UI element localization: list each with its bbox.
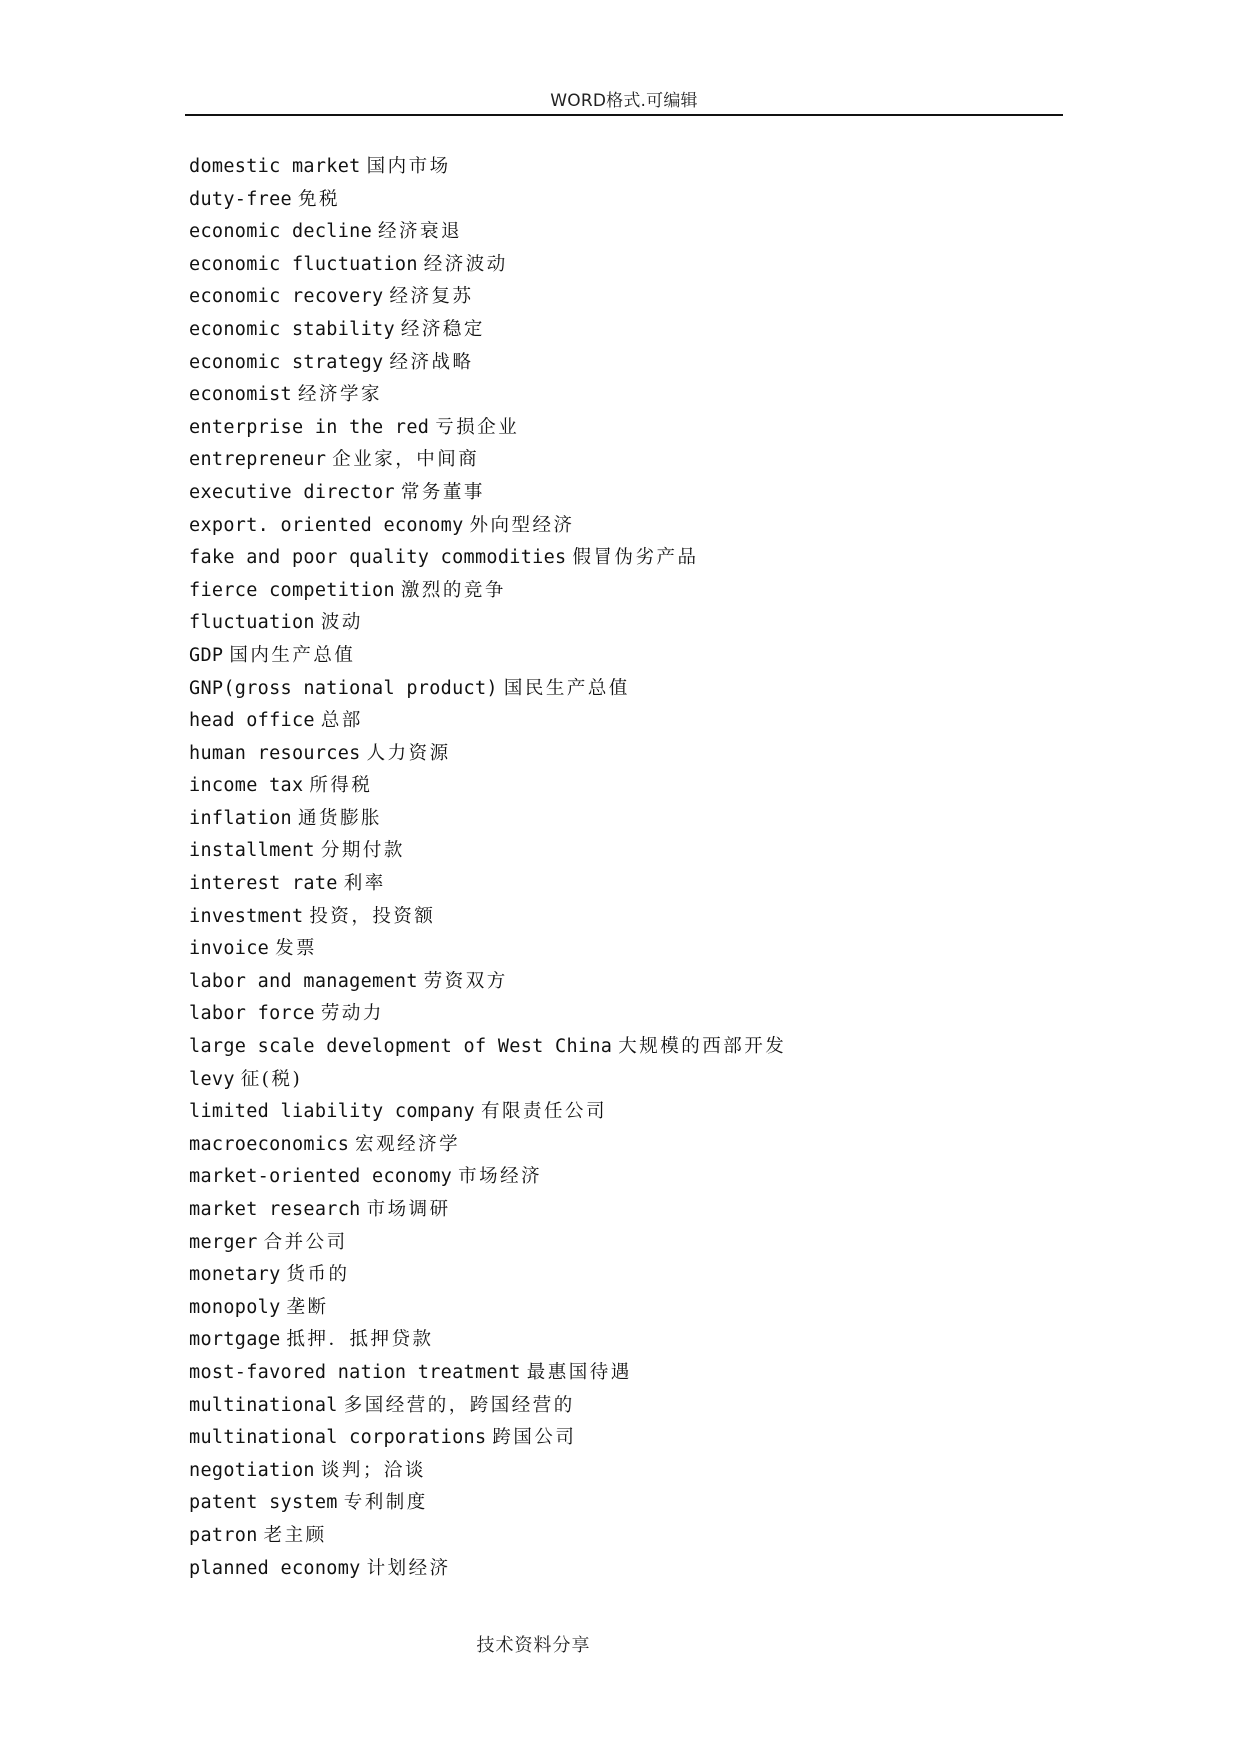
- glossary-entry: [189, 1227, 1089, 1260]
- glossary-entry: [189, 1390, 1089, 1423]
- entry-term: economic stability: [189, 318, 395, 340]
- entry-term: economist: [189, 384, 292, 406]
- glossary-entry: [189, 314, 1089, 347]
- entry-term: investment: [189, 905, 304, 927]
- entry-term: head office: [189, 710, 315, 732]
- glossary-entry: [189, 1259, 1089, 1292]
- entry-translation: 经济稳定: [400, 318, 485, 340]
- glossary-entry: [189, 1357, 1089, 1390]
- entry-term: labor and management: [189, 970, 418, 992]
- entry-term: domestic market: [189, 156, 361, 177]
- glossary-entry: [189, 705, 1089, 738]
- entry-term: limited liability company: [189, 1101, 475, 1123]
- entry-translation: 劳资双方: [423, 970, 508, 992]
- header-divider: [185, 114, 1063, 116]
- entry-translation: 大规模的西部开发: [618, 1036, 787, 1058]
- entry-translation: 劳动力: [320, 1003, 384, 1025]
- entry-term: patron: [189, 1524, 258, 1546]
- entry-translation: 计划经济: [366, 1557, 451, 1579]
- entry-translation: 最惠国待遇: [526, 1361, 632, 1383]
- entry-term: economic strategy: [189, 351, 384, 373]
- entry-translation: 国内生产总值: [229, 644, 356, 666]
- entry-translation: 经济战略: [389, 351, 474, 373]
- glossary-entry: [189, 1064, 1089, 1097]
- entry-term: macroeconomics: [189, 1133, 350, 1155]
- glossary-entry: [189, 477, 1089, 510]
- entry-translation: 合并公司: [263, 1231, 348, 1253]
- glossary-entry: [189, 542, 1089, 575]
- entry-translation: 货币的: [286, 1264, 350, 1286]
- glossary-entry: [189, 412, 1089, 445]
- entry-term: GDP: [189, 644, 224, 666]
- entry-translation: 经济复苏: [389, 286, 474, 308]
- entry-term: labor force: [189, 1003, 315, 1025]
- glossary-entry: [189, 1194, 1089, 1227]
- entry-term: installment: [189, 840, 315, 862]
- glossary-entry: [189, 1031, 1089, 1064]
- entry-translation: 经济学家: [297, 384, 382, 406]
- page-header: WORD格式.可编辑: [550, 91, 698, 111]
- entry-translation: 激烈的竞争: [400, 579, 506, 601]
- entry-term: invoice: [189, 938, 270, 960]
- entry-term: enterprise in the red: [189, 416, 430, 438]
- entry-term: monetary: [189, 1264, 281, 1286]
- entry-translation: 市场经济: [458, 1166, 543, 1188]
- glossary-entry: [189, 901, 1089, 934]
- entry-term: patent system: [189, 1492, 338, 1514]
- glossary-entry: [189, 1161, 1089, 1194]
- glossary-entry: [189, 998, 1089, 1031]
- entry-term: export. oriented economy: [189, 514, 464, 536]
- entry-term: economic decline: [189, 221, 373, 243]
- entry-term: monopoly: [189, 1296, 281, 1318]
- glossary-entry: [189, 835, 1089, 868]
- entry-translation: 外向型经济: [469, 514, 575, 536]
- glossary-entry: [189, 379, 1089, 412]
- entry-term: market-oriented economy: [189, 1166, 453, 1188]
- entry-translation: 分期付款: [320, 840, 405, 862]
- glossary-entry: [189, 868, 1089, 901]
- glossary-entry: [189, 347, 1089, 380]
- glossary-entry: [189, 1520, 1089, 1553]
- entry-translation: 市场调研: [366, 1199, 451, 1220]
- entry-translation: 常务董事: [400, 481, 485, 503]
- entry-term: human resources: [189, 742, 361, 764]
- entry-translation: 亏损企业: [435, 416, 520, 438]
- entry-translation: 企业家，中间商: [332, 449, 480, 471]
- glossary-entry: [189, 1553, 1089, 1586]
- entry-translation: 老主顾: [263, 1524, 327, 1546]
- entry-translation: 多国经营的，跨国经营的: [343, 1394, 575, 1416]
- entry-translation: 国民生产总值: [503, 677, 630, 699]
- entry-translation: 免税: [297, 188, 340, 210]
- entry-term: fluctuation: [189, 612, 315, 634]
- entry-term: executive director: [189, 481, 395, 503]
- entry-translation: 专利制度: [343, 1492, 428, 1514]
- glossary-entry: [189, 966, 1089, 999]
- entry-term: large scale development of West China: [189, 1036, 613, 1058]
- entry-term: merger: [189, 1231, 258, 1253]
- glossary-entry: [189, 1324, 1089, 1357]
- entry-term: duty-free: [189, 188, 292, 210]
- entry-term: economic fluctuation: [189, 253, 418, 275]
- glossary-entry: [189, 281, 1089, 314]
- entry-translation: 通货膨胀: [297, 807, 382, 829]
- entry-translation: 经济波动: [423, 253, 508, 275]
- entry-term: entrepreneur: [189, 449, 327, 471]
- glossary-entry: [189, 933, 1089, 966]
- entry-term: planned economy: [189, 1557, 361, 1579]
- entry-translation: 抵押．抵押贷款: [286, 1329, 434, 1351]
- entry-term: income tax: [189, 775, 304, 797]
- entry-term: most-favored nation treatment: [189, 1361, 521, 1383]
- entry-translation: 征(税): [240, 1068, 303, 1090]
- entry-term: fierce competition: [189, 579, 395, 601]
- glossary-entry: [189, 1292, 1089, 1325]
- entry-term: GNP(gross national product): [189, 677, 498, 699]
- entry-translation: 人力资源: [366, 742, 451, 764]
- glossary-entry: [189, 803, 1089, 836]
- glossary-entry: [189, 673, 1089, 706]
- entry-translation: 投资，投资额: [309, 905, 436, 927]
- entry-translation: 发票: [275, 938, 318, 960]
- entry-translation: 国内市场: [366, 156, 451, 177]
- glossary-entry: [189, 184, 1089, 217]
- glossary-entry: [189, 1455, 1089, 1488]
- entry-translation: 利率: [343, 873, 386, 895]
- entry-translation: 宏观经济学: [355, 1133, 461, 1155]
- glossary-entry: [189, 770, 1089, 803]
- glossary-entry: [189, 1129, 1089, 1162]
- glossary-entry: [189, 738, 1089, 771]
- entry-term: interest rate: [189, 873, 338, 895]
- glossary-entry: [189, 1487, 1089, 1520]
- entry-translation: 有限责任公司: [480, 1101, 607, 1123]
- entry-translation: 经济衰退: [378, 221, 463, 243]
- glossary-entry: [189, 249, 1089, 282]
- entry-term: negotiation: [189, 1459, 315, 1481]
- glossary-entry: [189, 640, 1089, 673]
- glossary-entry: [189, 151, 1089, 184]
- glossary-entry: [189, 1096, 1089, 1129]
- entry-translation: 假冒伪劣产品: [572, 547, 699, 569]
- glossary-list: [189, 151, 1089, 1585]
- entry-translation: 谈判；洽谈: [320, 1459, 426, 1481]
- page-footer: 技术资料分享: [476, 1635, 591, 1656]
- entry-term: market research: [189, 1199, 361, 1220]
- entry-translation: 垄断: [286, 1296, 329, 1318]
- entry-translation: 跨国公司: [492, 1427, 577, 1449]
- glossary-entry: [189, 1422, 1089, 1455]
- entry-term: multinational: [189, 1394, 338, 1416]
- glossary-entry: [189, 575, 1089, 608]
- glossary-entry: [189, 510, 1089, 543]
- entry-term: fake and poor quality commodities: [189, 547, 567, 569]
- entry-term: economic recovery: [189, 286, 384, 308]
- entry-term: inflation: [189, 807, 292, 829]
- entry-term: multinational corporations: [189, 1427, 487, 1449]
- glossary-entry: [189, 607, 1089, 640]
- entry-translation: 波动: [320, 612, 363, 634]
- entry-translation: 所得税: [309, 775, 373, 797]
- entry-term: levy: [189, 1068, 235, 1090]
- glossary-entry: [189, 216, 1089, 249]
- entry-term: mortgage: [189, 1329, 281, 1351]
- entry-translation: 总部: [320, 710, 363, 732]
- glossary-entry: [189, 444, 1089, 477]
